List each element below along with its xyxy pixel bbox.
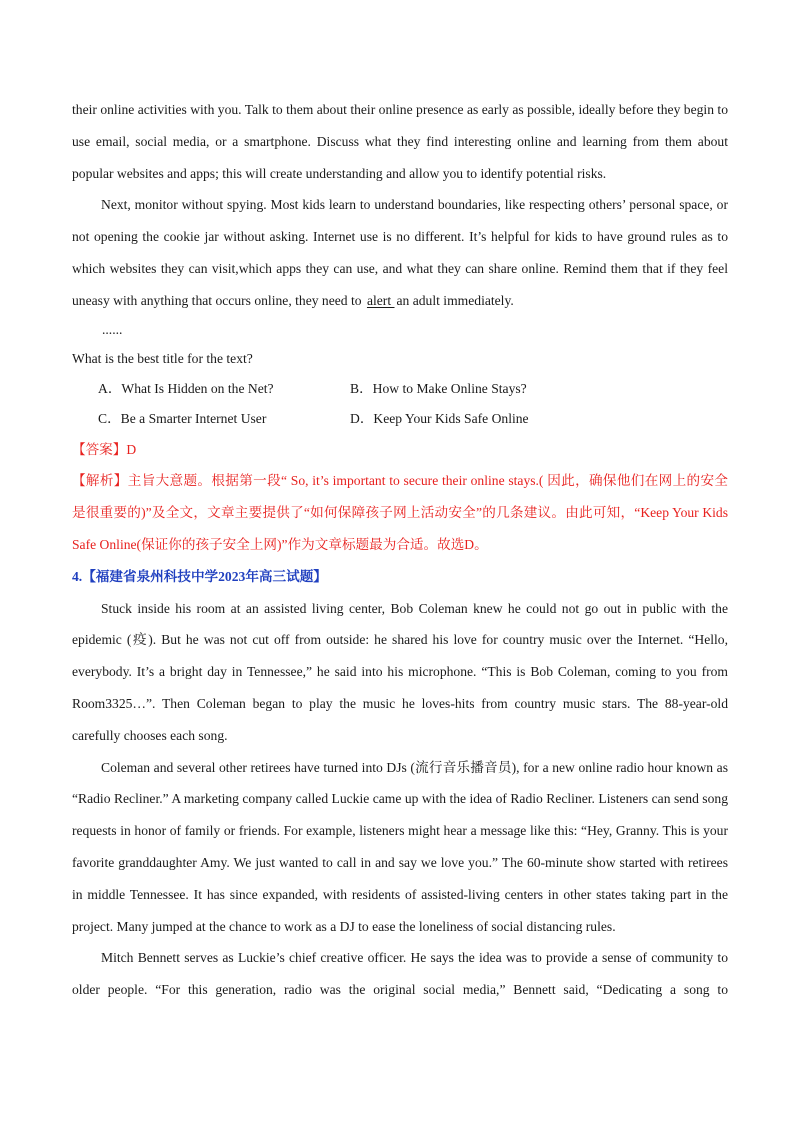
option-c: C．Be a Smarter Internet User [98, 410, 267, 426]
option-a: A．What Is Hidden on the Net? [98, 380, 274, 396]
answer-options [72, 374, 728, 434]
underlined-word-alert: alert [366, 292, 395, 308]
story-paragraph-2: Coleman and several other retirees have turned into DJs (流行音乐播音员), for a new online radio hour known as “Radio Recliner.” A marketing company called Luckie came up with the idea of Radio Recliner. Listeners can send song requests in honor of family or friends. For example, listeners might hear a message like this: “Hey, Granny. This is your favorite granddaughter Amy. We just wanted to call in and say we love you.” The 60-minute show started with retirees in middle Tennessee. It has since expanded, with residents of assisted-living centers in other states taking part in the project. Many jumped at the chance to work as a DJ to ease the loneliness of social distancing rules. [72, 759, 728, 934]
story-paragraph-1: Stuck inside his room at an assisted living center, Bob Coleman knew he could not go out in public with the epidemic (疫). But he was not cut off from outside: he shared his love for country music over the Internet. “Hello, everybody. It’s a bright day in Tennessee,” he said into his microphone. “This is Bob Coleman, coming to you from Room3325…”. Then Coleman began to play the music he loves-hits from country music stars. The 88-year-old carefully chooses each song. [72, 600, 728, 743]
section-heading: 4.【福建省泉州科技中学2023年高三试题】 [72, 568, 327, 584]
paragraph-monitor-text: Next, monitor without spying. Most kids learn to understand boundaries, like respecting others’ personal space, or not opening the cookie jar without asking. Internet use is no different. It’s helpful for kids to have ground rules as to which websites they can visit,which apps they can use, and what they can share online. Remind them that if they feel uneasy with anything that occurs online, they need to [72, 197, 728, 308]
story-paragraph-3: Mitch Bennett serves as Luckie’s chief creative officer. He says the idea was to provide a sense of community to older people. “For this generation, radio was the original social media,” Bennett said, “Dedicating a song to [72, 950, 728, 998]
paragraph-monitor-end: an adult immediately. [396, 292, 514, 308]
question-text: What is the best title for the text? [72, 350, 253, 366]
document-page [72, 94, 728, 1006]
paragraph-online-activities: their online activities with you. Talk to them about their online presence as early as possible, ideally before they begin to use email, social media, or a smartphone. Discuss what they find interesting online and learning from them about popular websites and apps; this will create understanding and allow you to identify potential risks. [72, 102, 728, 181]
option-b: B．How to Make Online Stays? [350, 380, 527, 396]
option-d: D．Keep Your Kids Safe Online [350, 410, 529, 426]
answer-line: 【答案】D [72, 441, 137, 457]
analysis-text: 【解析】主旨大意题。根据第一段“ So, it’s important to secure their online stays.( 因此，确保他们在网上的安全是很重要的)”及全文，文章主要提供了“如何保障孩子网上活动安全”的几条建议。由此可知，“Keep Your Kids Safe Online(保证你的孩子安全上网)”作为文章标题最为合适。故选D。 [72, 473, 728, 552]
paragraph-monitor [72, 189, 728, 316]
ellipsis: ...... [102, 321, 123, 337]
